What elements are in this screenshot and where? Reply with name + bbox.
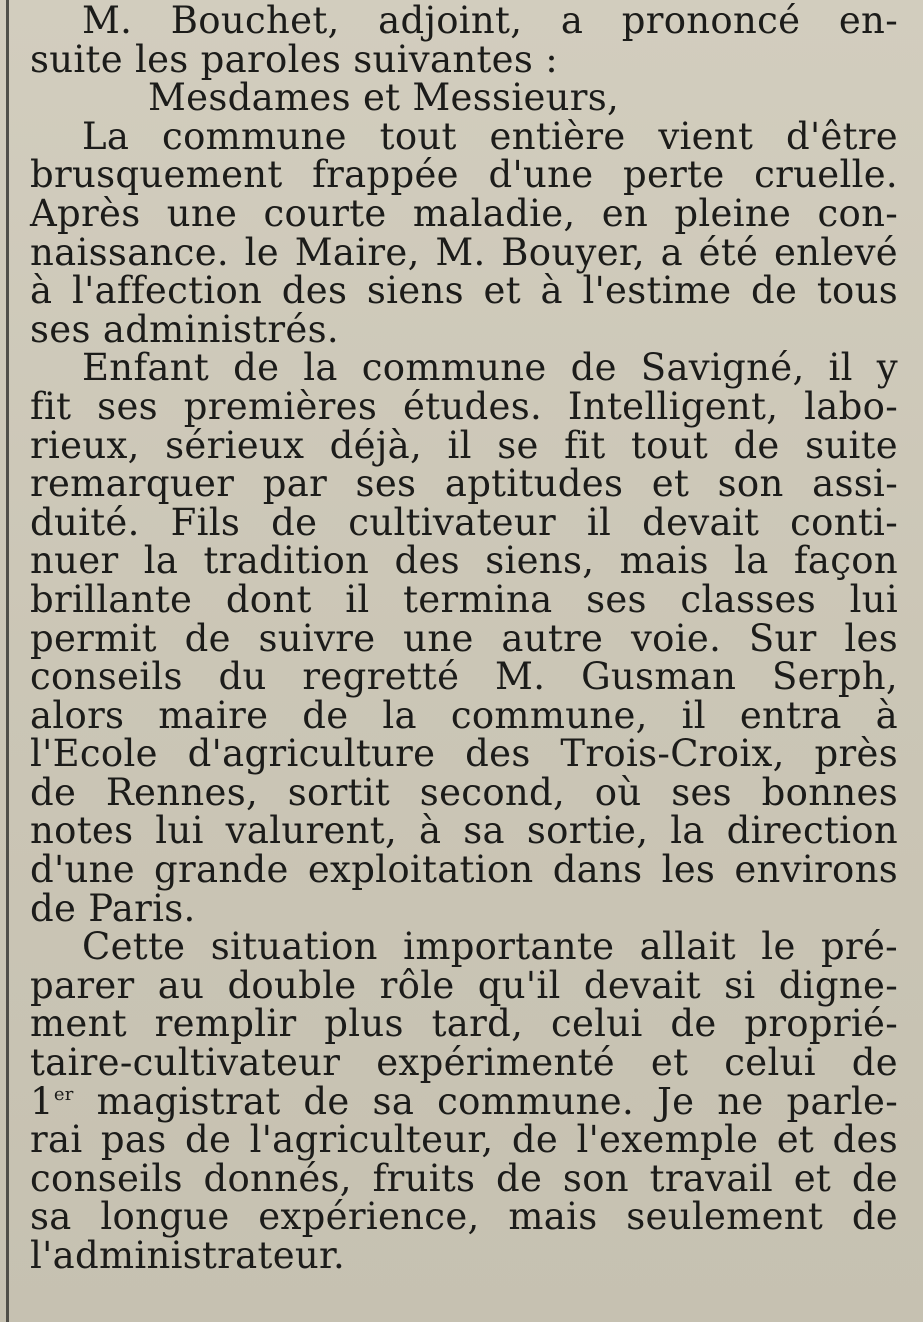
text-line: duité. Fils de cultivateur il devait conti- <box>30 500 898 544</box>
article-text <box>30 2 898 1276</box>
text-line: brusquement frappée d'une perte cruelle. <box>30 153 898 197</box>
text-line: brillante dont il termina ses classes lui <box>30 577 898 621</box>
text-line: ment remplir plus tard, celui de proprié- <box>30 1002 898 1046</box>
column-rule <box>6 0 9 1322</box>
text-line: Après une courte maladie, en pleine con- <box>30 191 898 235</box>
text-line: rai pas de l'agriculteur, de l'exemple et des <box>30 1118 898 1162</box>
text-line: alors maire de la commune, il entra à <box>30 693 898 737</box>
text-line: conseils du regretté M. Gusman Serph, <box>30 655 898 699</box>
text-line-ordinal <box>30 1079 898 1123</box>
text-line: fit ses premières études. Intelligent, labo- <box>30 384 898 428</box>
text-line: conseils donnés, fruits de son travail et de <box>30 1156 898 1200</box>
text-line: à l'affection des siens et à l'estime de tous <box>30 269 898 313</box>
ordinal-suffix: er <box>53 1083 74 1105</box>
text-line: remarquer par ses aptitudes et son assi- <box>30 462 898 506</box>
text-line: ses administrés. <box>30 307 339 351</box>
text-line: La commune tout entière vient d'être <box>82 114 898 158</box>
text-line: parer au double rôle qu'il devait si digne- <box>30 963 898 1007</box>
text-line: l'administrateur. <box>30 1234 346 1277</box>
text-line: naissance. le Maire, M. Bouyer, a été enlevé <box>30 230 898 274</box>
text-line: sa longue expérience, mais seulement de <box>30 1195 898 1239</box>
text-line: Enfant de la commune de Savigné, il y <box>82 346 898 390</box>
text-line: permit de suivre une autre voie. Sur les <box>30 616 898 660</box>
text-line: Cette situation importante allait le pré- <box>82 925 898 969</box>
ordinal-number: 1 <box>30 1079 54 1123</box>
text-line: de Rennes, sortit second, où ses bonnes <box>30 770 898 814</box>
text-line: l'Ecole d'agriculture des Trois-Croix, près <box>30 732 898 776</box>
text-line: notes lui valurent, à sa sortie, la direction <box>30 809 898 853</box>
text-line: de Paris. <box>30 886 196 930</box>
text-line: nuer la tradition des siens, mais la façon <box>30 539 898 583</box>
text-line: M. Bouchet, adjoint, a prononcé en- <box>82 0 898 42</box>
text-line: rieux, sérieux déjà, il se fit tout de suite <box>30 423 898 467</box>
text-fragment: magistrat de sa commune. Je ne parle- <box>96 1079 898 1123</box>
salutation: Mesdames et Messieurs, <box>148 76 620 120</box>
text-line: d'une grande exploitation dans les environs <box>30 848 898 892</box>
text-line: suite les paroles suivantes : <box>30 37 558 81</box>
text-line: taire-cultivateur expérimenté et celui de <box>30 1041 898 1085</box>
